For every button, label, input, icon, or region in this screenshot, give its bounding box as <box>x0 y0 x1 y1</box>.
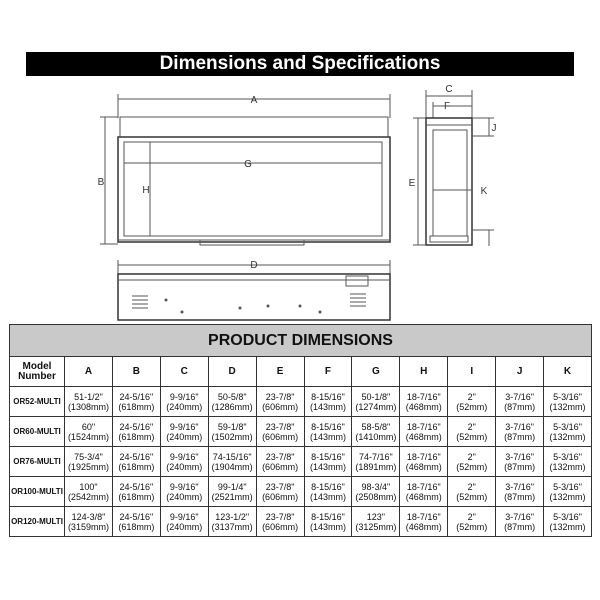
dimension-cell <box>352 447 400 477</box>
dimension-cell <box>496 417 544 447</box>
dimension-inches: 23-7/8" <box>265 391 295 402</box>
dimension-inches: 23-7/8" <box>265 451 295 462</box>
dimension-mm: (618mm) <box>118 491 155 502</box>
dimension-cell <box>496 507 544 537</box>
dimension-cell <box>160 507 208 537</box>
dimension-cell <box>65 477 113 507</box>
model-number-cell: OR52-MULTI <box>10 387 65 417</box>
dimension-mm: (1410mm) <box>355 431 397 442</box>
dimension-mm: (2508mm) <box>355 491 397 502</box>
dimension-mm: (143mm) <box>309 401 346 412</box>
model-number-cell: OR60-MULTI <box>10 417 65 447</box>
dimension-mm: (52mm) <box>456 431 488 442</box>
dimension-inches: 8-15/16" <box>311 391 345 402</box>
dimension-cell <box>496 387 544 417</box>
model-number-header: Model Number <box>10 357 65 387</box>
dimension-inches: 5-3/16" <box>553 391 582 402</box>
dimension-cell <box>448 507 496 537</box>
dimension-cell <box>400 447 448 477</box>
dimension-mm: (3137mm) <box>211 521 253 532</box>
dimension-cell <box>400 387 448 417</box>
dimension-mm: (52mm) <box>456 521 488 532</box>
dimension-cell <box>256 387 304 417</box>
dimension-inches: 9-9/16" <box>169 511 199 522</box>
dimension-inches: 18-7/16" <box>406 391 441 402</box>
dimension-inches: 99-1/4" <box>217 481 247 492</box>
dimension-inches: 5-3/16" <box>553 481 582 492</box>
column-header-a: A <box>65 357 113 387</box>
dimension-cell <box>160 417 208 447</box>
dimension-cell <box>304 507 352 537</box>
dimension-inches: 24-5/16" <box>119 391 154 402</box>
dimension-mm: (468mm) <box>405 431 442 442</box>
dimension-mm: (87mm) <box>504 401 536 412</box>
dimension-inches: 50-1/8" <box>361 391 391 402</box>
dimension-mm: (52mm) <box>456 491 488 502</box>
column-header-i: I <box>448 357 496 387</box>
dimension-inches: 74-15/16" <box>212 451 252 462</box>
dimension-cell <box>65 387 113 417</box>
dimension-mm: (618mm) <box>118 431 155 442</box>
label-d: D <box>250 260 258 271</box>
dimension-cell <box>304 417 352 447</box>
dimension-inches: 23-7/8" <box>265 511 295 522</box>
label-j: J <box>491 123 497 134</box>
dimension-cell <box>160 447 208 477</box>
dimension-mm: (2521mm) <box>211 491 253 502</box>
column-header-b: B <box>112 357 160 387</box>
dimension-inches: 8-15/16" <box>311 511 345 522</box>
dimension-cell <box>208 477 256 507</box>
dimension-mm: (87mm) <box>504 491 536 502</box>
dimension-mm: (606mm) <box>262 431 299 442</box>
dimension-mm: (132mm) <box>549 521 586 532</box>
dimension-inches: 18-7/16" <box>406 451 441 462</box>
dimension-inches: 24-5/16" <box>119 421 154 432</box>
dimension-mm: (3159mm) <box>67 521 109 532</box>
dimension-mm: (240mm) <box>166 401 203 412</box>
dimension-cell <box>400 507 448 537</box>
dimension-mm: (1925mm) <box>67 461 109 472</box>
dimension-mm: (468mm) <box>405 461 442 472</box>
dimension-mm: (1286mm) <box>211 401 253 412</box>
dimension-cell <box>160 387 208 417</box>
dimension-cell <box>352 387 400 417</box>
dimension-mm: (468mm) <box>405 521 442 532</box>
dimension-cell <box>544 417 592 447</box>
label-e: E <box>408 178 416 189</box>
dimension-mm: (143mm) <box>309 491 346 502</box>
column-header-c: C <box>160 357 208 387</box>
dimension-cell <box>352 507 400 537</box>
column-header-g: G <box>352 357 400 387</box>
dimension-inches: 2" <box>467 391 476 402</box>
dimension-mm: (618mm) <box>118 461 155 472</box>
dimension-cell <box>65 507 113 537</box>
dimension-mm: (606mm) <box>262 401 299 412</box>
dimension-mm: (606mm) <box>262 491 299 502</box>
dimension-mm: (618mm) <box>118 401 155 412</box>
dimension-inches: 24-5/16" <box>119 451 154 462</box>
dimension-inches: 24-5/16" <box>119 481 154 492</box>
label-b: B <box>97 177 105 188</box>
column-header-e: E <box>256 357 304 387</box>
dimension-inches: 2" <box>467 481 476 492</box>
dimension-cell <box>352 477 400 507</box>
dimension-inches: 3-7/16" <box>505 511 534 522</box>
dimension-mm: (132mm) <box>549 491 586 502</box>
dimension-cell <box>256 417 304 447</box>
dimension-inches: 18-7/16" <box>406 511 441 522</box>
dimension-inches: 50-5/8" <box>217 391 247 402</box>
dimension-cell <box>304 447 352 477</box>
dimension-cell <box>112 507 160 537</box>
dimension-cell <box>304 477 352 507</box>
dimension-inches: 3-7/16" <box>505 451 534 462</box>
table-row <box>10 477 592 507</box>
dimension-cell <box>256 477 304 507</box>
dimension-inches: 2" <box>467 421 476 432</box>
dimension-inches: 123-1/2" <box>215 511 250 522</box>
label-g: G <box>244 159 252 170</box>
dimension-inches: 5-3/16" <box>553 451 582 462</box>
top-frame <box>118 274 390 320</box>
dimension-cell <box>352 417 400 447</box>
dimension-cell <box>256 507 304 537</box>
dimension-inches: 5-3/16" <box>553 511 582 522</box>
label-c: C <box>445 84 453 95</box>
dimension-inches: 5-3/16" <box>553 421 582 432</box>
dimension-mm: (1904mm) <box>211 461 253 472</box>
dimension-inches: 100" <box>79 481 98 492</box>
dimension-mm: (240mm) <box>166 521 203 532</box>
dimension-cell <box>112 387 160 417</box>
dimension-inches: 51-1/2" <box>74 391 103 402</box>
dimension-mm: (87mm) <box>504 431 536 442</box>
dimension-cell <box>496 477 544 507</box>
dimension-cell <box>448 387 496 417</box>
label-f: F <box>443 101 451 112</box>
dimension-cell <box>160 477 208 507</box>
dimension-inches: 124-3/8" <box>71 511 106 522</box>
dimension-cell <box>112 477 160 507</box>
dimension-inches: 23-7/8" <box>265 421 295 432</box>
dimension-mm: (1502mm) <box>211 431 253 442</box>
dimension-inches: 3-7/16" <box>505 391 534 402</box>
front-frame <box>118 137 390 242</box>
dimension-mm: (468mm) <box>405 401 442 412</box>
dimension-cell <box>256 447 304 477</box>
product-dimensions-table <box>9 324 592 537</box>
dimension-cell <box>544 507 592 537</box>
dimension-mm: (618mm) <box>118 521 155 532</box>
model-number-cell: OR100-MULTI <box>10 477 65 507</box>
dimension-inches: 3-7/16" <box>505 421 534 432</box>
dimension-mm: (1891mm) <box>355 461 397 472</box>
dimension-cell <box>448 447 496 477</box>
dimension-mm: (132mm) <box>549 461 586 472</box>
dimension-inches: 9-9/16" <box>169 391 199 402</box>
dimension-cell <box>400 417 448 447</box>
dimension-cell <box>496 447 544 477</box>
dimension-mm: (52mm) <box>456 461 488 472</box>
model-number-cell: OR120-MULTI <box>10 507 65 537</box>
dimension-inches: 24-5/16" <box>119 511 154 522</box>
dimension-cell <box>65 417 113 447</box>
dimension-mm: (606mm) <box>262 521 299 532</box>
dimension-inches: 8-15/16" <box>311 451 345 462</box>
dimension-inches: 59-1/8" <box>217 421 247 432</box>
dimension-mm: (240mm) <box>166 461 203 472</box>
table-row <box>10 387 592 417</box>
page-title: Dimensions and Specifications <box>26 52 574 76</box>
dimension-inches: 18-7/16" <box>406 481 441 492</box>
dimension-inches: 60" <box>81 421 96 432</box>
dimension-inches: 18-7/16" <box>406 421 441 432</box>
column-header-j: J <box>496 357 544 387</box>
label-k: K <box>480 186 488 197</box>
table-row <box>10 507 592 537</box>
dimension-cell <box>65 447 113 477</box>
table-row <box>10 447 592 477</box>
dimension-inches: 9-9/16" <box>169 421 199 432</box>
dimension-inches: 98-3/4" <box>361 481 391 492</box>
dimension-cell <box>208 387 256 417</box>
dimension-mm: (1524mm) <box>67 431 109 442</box>
dimension-inches: 123" <box>366 511 385 522</box>
dimension-mm: (1274mm) <box>355 401 397 412</box>
dimension-cell <box>208 417 256 447</box>
dimension-mm: (143mm) <box>309 461 346 472</box>
dimension-cell <box>112 417 160 447</box>
dimension-inches: 58-5/8" <box>361 421 391 432</box>
column-header-f: F <box>304 357 352 387</box>
dimension-cell <box>208 507 256 537</box>
model-number-cell: OR76-MULTI <box>10 447 65 477</box>
column-header-h: H <box>400 357 448 387</box>
dimension-mm: (240mm) <box>166 431 203 442</box>
dimension-mm: (143mm) <box>309 431 346 442</box>
column-header-d: D <box>208 357 256 387</box>
dimension-cell <box>448 477 496 507</box>
column-header-k: K <box>544 357 592 387</box>
dimension-inches: 9-9/16" <box>169 451 199 462</box>
dimension-mm: (468mm) <box>405 491 442 502</box>
dimension-cell <box>304 387 352 417</box>
dimension-mm: (143mm) <box>309 521 346 532</box>
dimension-mm: (132mm) <box>549 401 586 412</box>
dimension-inches: 2" <box>467 451 476 462</box>
dimension-mm: (606mm) <box>262 461 299 472</box>
dimension-inches: 9-9/16" <box>169 481 199 492</box>
dimension-cell <box>448 417 496 447</box>
dimension-cell <box>544 447 592 477</box>
side-view-drawing <box>413 90 494 246</box>
dimension-inches: 23-7/8" <box>265 481 295 492</box>
dimension-mm: (87mm) <box>504 521 536 532</box>
dimension-inches: 8-15/16" <box>311 421 345 432</box>
dimension-cell <box>544 477 592 507</box>
dimension-mm: (3125mm) <box>355 521 397 532</box>
dimension-inches: 8-15/16" <box>311 481 345 492</box>
table-title: PRODUCT DIMENSIONS <box>10 325 592 357</box>
dimension-mm: (52mm) <box>456 401 488 412</box>
table-row <box>10 417 592 447</box>
dimension-mm: (87mm) <box>504 461 536 472</box>
dimension-mm: (132mm) <box>549 431 586 442</box>
dimension-cell <box>208 447 256 477</box>
label-a: A <box>250 95 258 106</box>
label-h: H <box>142 185 150 196</box>
dimension-mm: (2542mm) <box>67 491 109 502</box>
dimension-inches: 75-3/4" <box>74 451 103 462</box>
dimension-mm: (240mm) <box>166 491 203 502</box>
dimension-inches: 74-7/16" <box>359 451 393 462</box>
dimension-inches: 2" <box>467 511 476 522</box>
dimension-cell <box>400 477 448 507</box>
dimension-cell <box>544 387 592 417</box>
dimension-cell <box>112 447 160 477</box>
dimension-mm: (1308mm) <box>67 401 109 412</box>
dimension-inches: 3-7/16" <box>505 481 534 492</box>
